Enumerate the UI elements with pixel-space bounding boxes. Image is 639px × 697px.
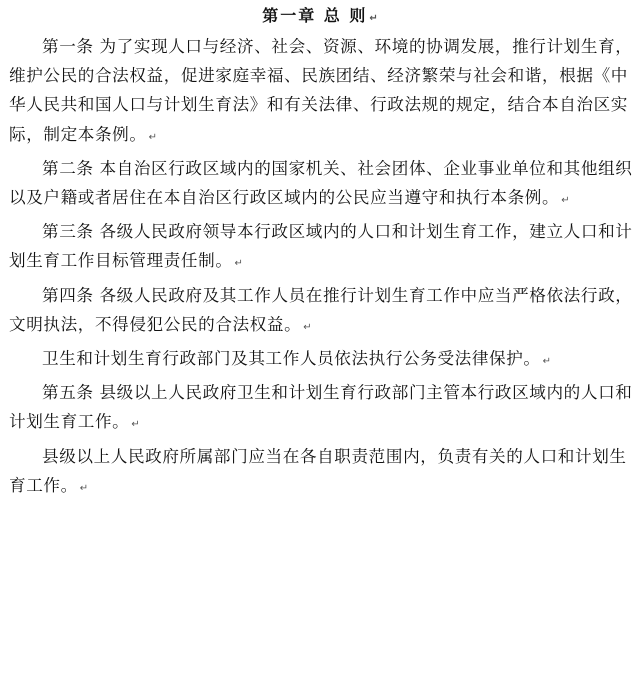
article-1-text: 第一条 为了实现人口与经济、社会、资源、环境的协调发展，推行计划生育，维护公民的合法权益，促进家庭幸福、民族团结、经济繁荣与社会和谐，根据《中华人民共和国人口与计划生育法》和有关法律、行政法规的规定，结合本自治区实际，制定本条例。 bbox=[9, 37, 633, 144]
article-5-paragraph bbox=[9, 378, 633, 439]
article-4-clause-2-paragraph bbox=[9, 344, 633, 376]
article-1-paragraph bbox=[9, 32, 633, 152]
article-4-clause-2-text: 卫生和计划生育行政部门及其工作人员依法执行公务受法律保护。 bbox=[42, 349, 541, 369]
paragraph-mark-icon: ↵ bbox=[369, 13, 378, 24]
article-2-text: 第二条 本自治区行政区域内的国家机关、社会团体、企业事业单位和其他组织以及户籍或者居住在本自治区行政区域内的公民应当遵守和执行本条例。 bbox=[9, 158, 633, 208]
paragraph-mark-icon: ↵ bbox=[131, 419, 140, 431]
paragraph-mark-icon: ↵ bbox=[148, 131, 157, 143]
paragraph-mark-icon: ↵ bbox=[234, 258, 243, 270]
article-2-paragraph bbox=[9, 154, 633, 215]
chapter-title-text: 第一章 总 则 bbox=[262, 6, 368, 25]
article-3-text: 第三条 各级人民政府领导本行政区域内的人口和计划生育工作，建立人口和计划生育工作目标管理责任制。 bbox=[9, 222, 633, 271]
article-4-text: 第四条 各级人民政府及其工作人员在推行计划生育工作中应当严格依法行政，文明执法，不得侵犯公民的合法权益。 bbox=[9, 285, 633, 334]
article-5-clause-2-paragraph bbox=[9, 442, 633, 503]
article-5-clause-2-text: 县级以上人民政府所属部门应当在各自职责范围内，负责有关的人口和计划生育工作。 bbox=[9, 446, 627, 495]
paragraph-mark-icon: ↵ bbox=[561, 195, 570, 207]
article-5-text: 第五条 县级以上人民政府卫生和计划生育行政部门主管本行政区域内的人口和计划生育工作。 bbox=[9, 383, 633, 432]
article-3-paragraph bbox=[9, 217, 633, 278]
chapter-title bbox=[9, 2, 639, 30]
paragraph-mark-icon: ↵ bbox=[542, 356, 552, 368]
paragraph-mark-icon: ↵ bbox=[303, 321, 312, 333]
paragraph-mark-icon: ↵ bbox=[79, 482, 89, 494]
article-4-paragraph bbox=[9, 281, 633, 342]
